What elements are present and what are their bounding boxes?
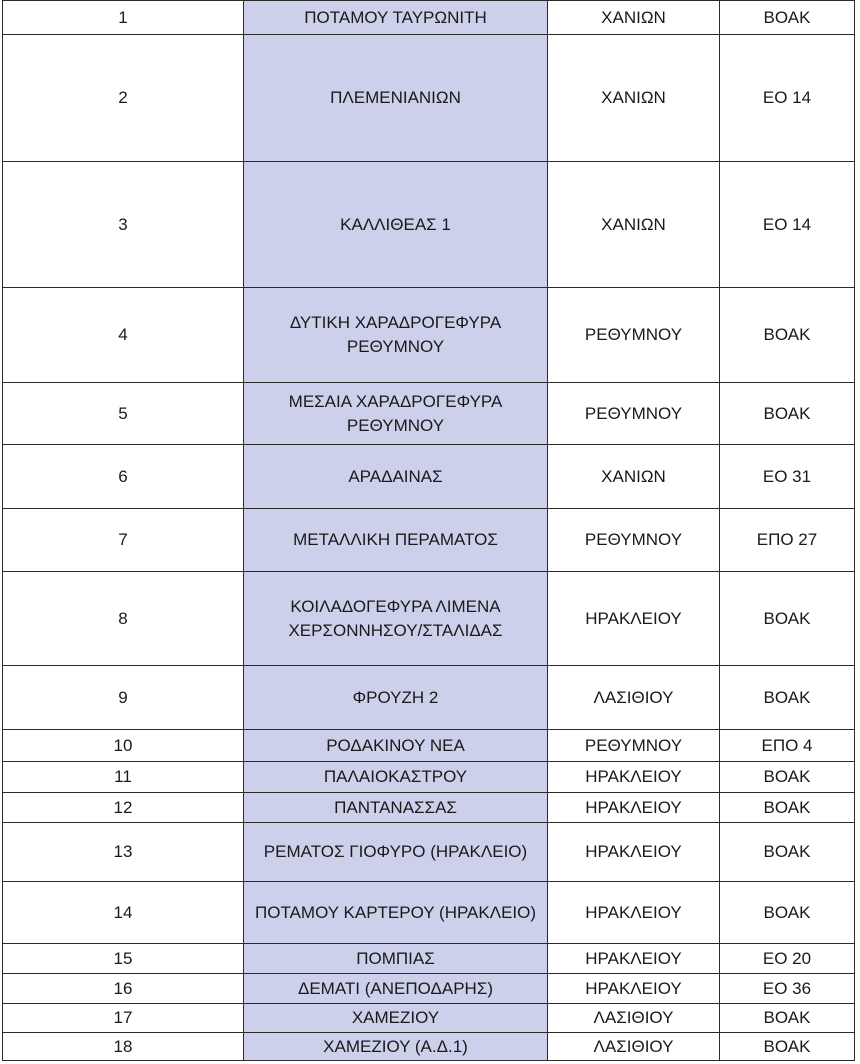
- region: ΡΕΘΥΜΝΟΥ: [548, 730, 720, 762]
- road: ΒΟΑΚ: [720, 383, 855, 445]
- table-row: [3, 509, 855, 572]
- bridge-name: ΦΡΟΥΖΗ 2: [244, 666, 548, 730]
- bridge-name: ΠΑΛΑΙΟΚΑΣΤΡΟΥ: [244, 762, 548, 793]
- bridge-name: ΔΕΜΑΤΙ (ΑΝΕΠΟΔΑΡΗΣ): [244, 974, 548, 1004]
- row-number: 12: [3, 793, 244, 823]
- row-number: 9: [3, 666, 244, 730]
- row-number: 13: [3, 823, 244, 882]
- table-row: [3, 1033, 855, 1061]
- bridge-name: ΠΛΕΜΕΝΙΑΝΙΩΝ: [244, 35, 548, 162]
- table-row: [3, 162, 855, 288]
- bridge-name: ΜΕΤΑΛΛΙΚΗ ΠΕΡΑΜΑΤΟΣ: [244, 509, 548, 572]
- bridge-name: ΑΡΑΔΑΙΝΑΣ: [244, 445, 548, 509]
- region: ΗΡΑΚΛΕΙΟΥ: [548, 823, 720, 882]
- region: ΗΡΑΚΛΕΙΟΥ: [548, 882, 720, 944]
- bridge-name: ΧΑΜΕΖΙΟΥ: [244, 1004, 548, 1033]
- road: ΒΟΑΚ: [720, 1004, 855, 1033]
- road: ΒΟΑΚ: [720, 1033, 855, 1061]
- bridge-name: ΠΟΜΠΙΑΣ: [244, 944, 548, 974]
- table-row: [3, 288, 855, 383]
- road: ΕΟ 31: [720, 445, 855, 509]
- row-number: 6: [3, 445, 244, 509]
- bridge-name: ΔΥΤΙΚΗ ΧΑΡΑΔΡΟΓΕΦΥΡΑ ΡΕΘΥΜΝΟΥ: [244, 288, 548, 383]
- table-row: [3, 944, 855, 974]
- road: ΕΟ 14: [720, 35, 855, 162]
- bridge-name: ΚΟΙΛΑΔΟΓΕΦΥΡΑ ΛΙΜΕΝΑ ΧΕΡΣΟΝΝΗΣΟΥ/ΣΤΑΛΙΔΑΣ: [244, 572, 548, 666]
- table-row: [3, 882, 855, 944]
- region: ΧΑΝΙΩΝ: [548, 162, 720, 288]
- road: ΒΟΑΚ: [720, 823, 855, 882]
- bridge-name: ΚΑΛΛΙΘΕΑΣ 1: [244, 162, 548, 288]
- table-row: [3, 730, 855, 762]
- region: ΡΕΘΥΜΝΟΥ: [548, 509, 720, 572]
- bridge-name: ΡΟΔΑΚΙΝΟΥ ΝΕΑ: [244, 730, 548, 762]
- road: ΕΟ 20: [720, 944, 855, 974]
- row-number: 14: [3, 882, 244, 944]
- row-number: 1: [3, 1, 244, 35]
- region: ΛΑΣΙΘΙΟΥ: [548, 666, 720, 730]
- row-number: 17: [3, 1004, 244, 1033]
- region: ΡΕΘΥΜΝΟΥ: [548, 383, 720, 445]
- bridge-name: ΧΑΜΕΖΙΟΥ (Α.Δ.1): [244, 1033, 548, 1061]
- region: ΧΑΝΙΩΝ: [548, 1, 720, 35]
- table-row: [3, 35, 855, 162]
- region: ΗΡΑΚΛΕΙΟΥ: [548, 974, 720, 1004]
- row-number: 4: [3, 288, 244, 383]
- row-number: 5: [3, 383, 244, 445]
- region: ΛΑΣΙΘΙΟΥ: [548, 1033, 720, 1061]
- row-number: 10: [3, 730, 244, 762]
- bridge-name: ΜΕΣΑΙΑ ΧΑΡΑΔΡΟΓΕΦΥΡΑ ΡΕΘΥΜΝΟΥ: [244, 383, 548, 445]
- row-number: 7: [3, 509, 244, 572]
- road: ΒΟΑΚ: [720, 572, 855, 666]
- region: ΗΡΑΚΛΕΙΟΥ: [548, 572, 720, 666]
- row-number: 15: [3, 944, 244, 974]
- road: ΒΟΑΚ: [720, 666, 855, 730]
- table-row: [3, 1, 855, 35]
- row-number: 11: [3, 762, 244, 793]
- table-row: [3, 974, 855, 1004]
- region: ΛΑΣΙΘΙΟΥ: [548, 1004, 720, 1033]
- road: ΒΟΑΚ: [720, 1, 855, 35]
- table-row: [3, 572, 855, 666]
- bridge-name: ΠΟΤΑΜΟΥ ΚΑΡΤΕΡΟΥ (ΗΡΑΚΛΕΙΟ): [244, 882, 548, 944]
- table-row: [3, 666, 855, 730]
- region: ΧΑΝΙΩΝ: [548, 35, 720, 162]
- row-number: 16: [3, 974, 244, 1004]
- table-row: [3, 762, 855, 793]
- table-row: [3, 793, 855, 823]
- bridge-name: ΡΕΜΑΤΟΣ ΓΙΟΦΥΡΟ (ΗΡΑΚΛΕΙΟ): [244, 823, 548, 882]
- row-number: 8: [3, 572, 244, 666]
- bridges-table: [2, 0, 855, 1061]
- bridge-name: ΠΑΝΤΑΝΑΣΣΑΣ: [244, 793, 548, 823]
- road: ΕΟ 14: [720, 162, 855, 288]
- table-row: [3, 823, 855, 882]
- table-row: [3, 383, 855, 445]
- row-number: 2: [3, 35, 244, 162]
- road: ΕΠΟ 4: [720, 730, 855, 762]
- road: ΒΟΑΚ: [720, 288, 855, 383]
- region: ΡΕΘΥΜΝΟΥ: [548, 288, 720, 383]
- region: ΗΡΑΚΛΕΙΟΥ: [548, 944, 720, 974]
- row-number: 3: [3, 162, 244, 288]
- road: ΒΟΑΚ: [720, 882, 855, 944]
- table-row: [3, 1004, 855, 1033]
- road: ΒΟΑΚ: [720, 793, 855, 823]
- table-body: [3, 1, 855, 1061]
- road: ΕΠΟ 27: [720, 509, 855, 572]
- road: ΕΟ 36: [720, 974, 855, 1004]
- region: ΧΑΝΙΩΝ: [548, 445, 720, 509]
- road: ΒΟΑΚ: [720, 762, 855, 793]
- bridge-name: ΠΟΤΑΜΟΥ ΤΑΥΡΩΝΙΤΗ: [244, 1, 548, 35]
- table-row: [3, 445, 855, 509]
- region: ΗΡΑΚΛΕΙΟΥ: [548, 762, 720, 793]
- region: ΗΡΑΚΛΕΙΟΥ: [548, 793, 720, 823]
- row-number: 18: [3, 1033, 244, 1061]
